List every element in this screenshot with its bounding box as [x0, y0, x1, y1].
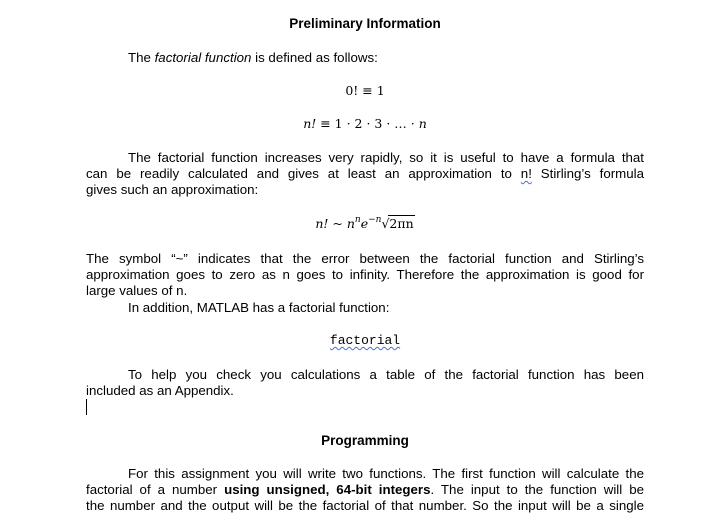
text-cursor — [86, 399, 87, 415]
stirling-lhs: n! — [315, 216, 329, 231]
stirling-exp-e: −n — [368, 215, 382, 225]
heading-preliminary-information: Preliminary Information — [289, 16, 441, 31]
para1-line1: The factorial function increases very rapidly, so it is useful to have a formula that — [128, 150, 644, 165]
eq2-lhs: n! — [303, 116, 317, 131]
para2-line1: The symbol “~” indicates that the error between the factorial function and Stirling’s — [86, 251, 644, 266]
stirling-n: n — [346, 216, 355, 231]
para4-line2 — [86, 482, 644, 498]
intro-text-after: is defined as follows: — [251, 50, 378, 65]
stirling-exp-n: n — [354, 215, 361, 225]
para3-line2: included as an Appendix. — [86, 383, 234, 398]
para4-line2a: factorial of a number — [86, 482, 225, 497]
eq2-end: n — [418, 116, 427, 131]
para4-line1: For this assignment you will write two functions. The first function will calculate the — [128, 466, 644, 481]
stirling-sim: ~ — [328, 216, 347, 231]
para4-line3: the number and the output will be the factorial of that number. So the input will be a single — [86, 498, 644, 513]
spellcheck-squiggle-factorial[interactable]: factorial — [329, 333, 401, 348]
stirling-e: e — [360, 216, 369, 231]
eq2-rhs: ≡ 1 · 2 · 3 · … · — [316, 116, 419, 131]
para4-line2-bold: using unsigned, 64-bit integers — [224, 482, 431, 497]
intro-text-italic: factorial function — [154, 50, 252, 65]
para1-line2 — [86, 166, 644, 182]
sqrt-icon: √ — [381, 216, 390, 231]
para4-line2b: . The input to the function will be — [430, 482, 644, 497]
equation-stirling — [86, 216, 644, 232]
code-factorial — [86, 333, 644, 349]
para1-line3: gives such an approximation: — [86, 182, 259, 197]
heading-programming: Programming — [321, 433, 409, 448]
intro-text-before: The — [128, 50, 155, 65]
equation-zero-factorial: 0! ≡ 1 — [345, 83, 385, 98]
para2-line3: large values of n. — [86, 283, 188, 298]
spellcheck-squiggle-n-factorial[interactable]: n! — [520, 166, 532, 181]
para1-line2a: can be readily calculated and gives at least an approximation to — [86, 166, 521, 181]
para3-line1: To help you check you calculations a table of the factorial function has been — [128, 367, 644, 382]
intro-paragraph — [128, 50, 644, 66]
sqrt-radicand: 2πn — [389, 216, 414, 231]
para2-line4: In addition, MATLAB has a factorial function: — [128, 300, 390, 315]
para2-line2: approximation goes to zero as n goes to infinity. Therefore the approximation is good for — [86, 267, 644, 282]
equation-n-factorial — [86, 116, 644, 132]
para1-line2b: Stirling’s formula — [531, 166, 645, 181]
